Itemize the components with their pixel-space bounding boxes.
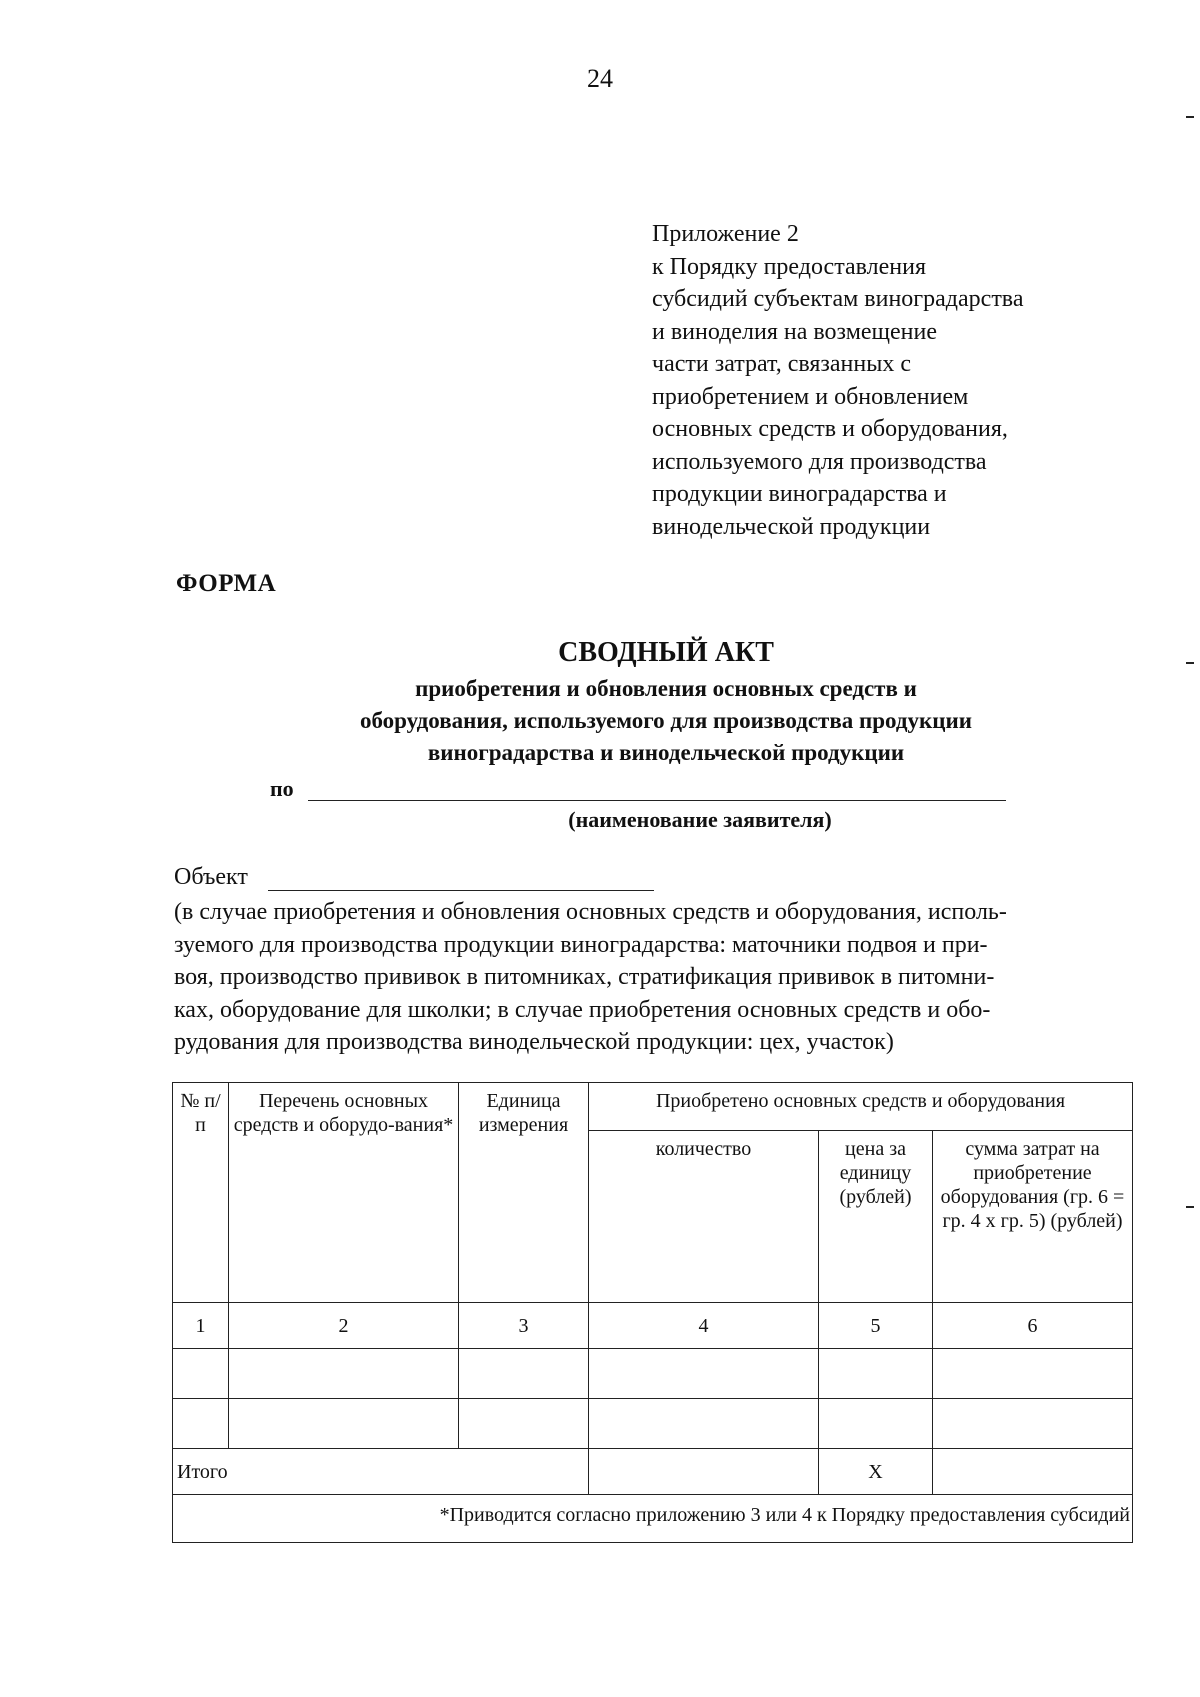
footnote-row	[173, 1495, 1133, 1543]
column-number: 4	[589, 1303, 819, 1349]
applicant-name-field[interactable]	[308, 800, 1006, 801]
annex-line: винодельческой продукции	[652, 513, 931, 540]
table-cell[interactable]	[933, 1349, 1133, 1399]
column-number: 3	[459, 1303, 589, 1349]
object-note-line: ках, оборудование для школки; в случае приобретения основных средств и обо-	[174, 996, 991, 1023]
annex-line: и виноделия на возмещение	[652, 318, 938, 345]
acquisition-table	[172, 1082, 1133, 1543]
table-cell[interactable]	[173, 1399, 229, 1449]
table-cell[interactable]	[229, 1399, 459, 1449]
annex-line: части затрат, связанных с	[652, 351, 912, 377]
table-row	[173, 1399, 1133, 1449]
column-number-row	[173, 1303, 1133, 1349]
table-cell[interactable]	[459, 1399, 589, 1449]
po-label: по	[270, 776, 294, 801]
form-label: ФОРМА	[176, 570, 277, 597]
table-cell[interactable]	[819, 1399, 933, 1449]
table-cell[interactable]	[589, 1399, 819, 1449]
column-number: 6	[933, 1303, 1133, 1349]
table-cell[interactable]	[229, 1349, 459, 1399]
header-unit-price: цена за единицу (рублей)	[819, 1131, 933, 1303]
object-note-line: воя, производство прививок в питомниках, стратификация прививок в питомни-	[174, 964, 995, 990]
margin-mark	[1186, 116, 1194, 118]
object-field[interactable]	[268, 890, 654, 891]
header-total-cost: сумма затрат на приобретение оборудования (гр. 6 = гр. 4 х гр. 5) (рублей)	[933, 1131, 1133, 1303]
column-number: 2	[229, 1303, 459, 1349]
table-cell[interactable]	[173, 1349, 229, 1399]
total-row	[173, 1449, 1133, 1495]
annex-line: субсидий субъектам виноградарства	[652, 286, 1024, 312]
annex-line: Приложение 2	[652, 221, 799, 247]
page-number: 24	[587, 64, 613, 93]
document-subtitle-line: приобретения и обновления основных средств и	[415, 676, 917, 701]
object-label: Объект	[174, 864, 248, 890]
applicant-caption: (наименование заявителя)	[568, 807, 832, 832]
annex-line: основных средств и оборудования,	[652, 416, 1008, 442]
object-note-line: рудования для производства винодельческой продукции: цех, участок)	[174, 1029, 894, 1055]
total-label: Итого	[173, 1449, 589, 1495]
total-quantity-cell[interactable]	[589, 1449, 819, 1495]
document-subtitle-line: оборудования, используемого для производства продукции	[359, 708, 973, 733]
table-cell[interactable]	[933, 1399, 1133, 1449]
total-sum-cell[interactable]	[933, 1449, 1133, 1495]
object-note-line: зуемого для производства продукции виноградарства: маточники подвоя и при-	[174, 931, 988, 958]
table-row	[173, 1349, 1133, 1399]
table-cell[interactable]	[459, 1349, 589, 1399]
annex-line: к Порядку предоставления	[652, 253, 927, 280]
annex-line: продукции виноградарства и	[652, 481, 947, 507]
object-note-line: (в случае приобретения и обновления основных средств и оборудования, исполь-	[174, 899, 1007, 925]
margin-mark	[1186, 1206, 1194, 1208]
table-cell[interactable]	[589, 1349, 819, 1399]
annex-line: используемого для производства	[652, 448, 987, 475]
annex-header	[652, 218, 1132, 543]
object-note	[174, 896, 1148, 1059]
header-quantity: количество	[589, 1131, 819, 1303]
header-acquired-group: Приобретено основных средств и оборудования	[589, 1083, 1133, 1131]
header-unit: Единица измерения	[459, 1083, 589, 1303]
table-footnote: *Приводится согласно приложению 3 или 4 к Порядку предоставления субсидий	[173, 1495, 1133, 1543]
column-number: 1	[173, 1303, 229, 1349]
annex-line: приобретением и обновлением	[652, 383, 969, 410]
document-subtitle-line: виноградарства и винодельческой продукции	[427, 740, 905, 765]
total-price-mark: Х	[819, 1449, 933, 1495]
table-cell[interactable]	[819, 1349, 933, 1399]
header-asset-list: Перечень основных средств и оборудо-вания*	[229, 1083, 459, 1303]
document-title: СВОДНЫЙ АКТ	[558, 637, 774, 668]
header-number: № п/п	[173, 1083, 229, 1303]
column-number: 5	[819, 1303, 933, 1349]
